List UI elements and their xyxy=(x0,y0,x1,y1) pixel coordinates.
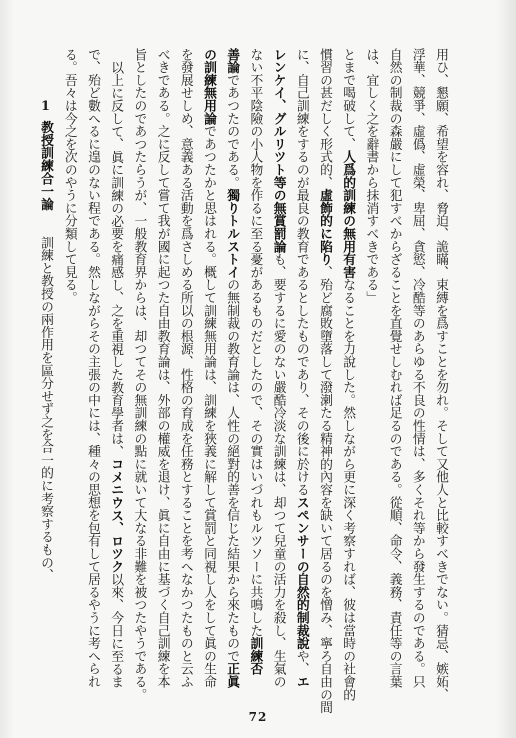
emphasized-text: レンケイ、グルリツト等の無賞罰論 xyxy=(270,48,286,253)
emphasized-text: スペンサーの自然的制裁說 xyxy=(293,496,309,650)
text-column xyxy=(107,61,123,688)
emphasized-text: の訓練無用論 xyxy=(201,48,216,125)
emphasized-text: 正眞 xyxy=(224,662,240,689)
text-column xyxy=(84,48,100,688)
text-segment: 用ひ、懇願、希望を容れ、脅迫、詭瞞、束縛を爲すことを勿れ。そして又他人と比較すべきでない。猜忌、嫉妬、 xyxy=(433,48,448,701)
text-segment: であつたかと思はれる。概して訓練無用論は、訓練を狹義に解して賞罰と同視し人をして眞の生命 xyxy=(201,124,216,689)
text-segment: 以來、今日に至るま xyxy=(108,572,124,689)
text-segment: を發展せしめ、意義ある活動を爲さしめる所以の根源、性格の育成を任務とすることを考へなかつたものと云ふ xyxy=(177,48,193,688)
text-segment: べきである。之に反して嘗て我が國に起つた自由教育論は、外部の權威を退け、眞に自由に基づく自己訓練を本 xyxy=(154,48,170,688)
text-segment: る。吾々は今之を次のやうに分類して見る。 xyxy=(61,48,77,304)
section-title: 教授訓練合一論 xyxy=(38,120,53,211)
text-column xyxy=(200,48,216,688)
section-description xyxy=(37,236,53,582)
section-number: 1 xyxy=(41,100,50,113)
text-segment: とまで喝破して、 xyxy=(340,48,356,151)
text-segment: の無制裁の教育論は、人性の絕對的善を信じた結果から來たもので xyxy=(224,278,240,663)
text-column xyxy=(177,48,193,688)
text-column xyxy=(61,48,77,304)
text-segment: 慣習の甚だしく形式的、 xyxy=(317,48,332,189)
text-column xyxy=(154,48,170,688)
text-segment: 旨としたのであつたらうが、一般教育界からは、却つてその無訓練の點に就いて大なる非難を被つたやうである。 xyxy=(131,48,147,701)
text-segment: であつたのである。 xyxy=(224,73,240,189)
section-heading xyxy=(37,100,53,210)
text-segment: 、殆ど腐敗墮落して潑溂たる精神的內容を缺いて居るのを憎み、寧ろ自由の間 xyxy=(317,265,332,714)
text-column xyxy=(270,48,286,688)
text-segment: に、自己訓練をするのが最良の教育であるとしたものであり、その後に於ける xyxy=(293,48,309,496)
emphasized-text: エ xyxy=(293,675,309,689)
emphasized-text: 訓練否 xyxy=(247,636,263,676)
text-segment: 以上に反して、眞に訓練の必要を痛感し、之を重視した教育學者は、 xyxy=(108,60,124,458)
text-segment: や、 xyxy=(293,649,309,676)
emphasized-text: コメニウス、ロツク xyxy=(108,457,124,573)
text-segment: なることを力說した。然しながら更に深く考察すれば、彼は當時の社會的 xyxy=(340,278,356,701)
text-column xyxy=(432,48,448,701)
text-column xyxy=(223,48,239,688)
text-segment: 浮華、競爭、虛僞、虛榮、卑屈、貪慾、冷酷等のあらゆる不良の性情は、多くそれ等から發生するのである。只 xyxy=(409,48,425,688)
text-column xyxy=(293,48,309,688)
section-description-text: 訓練と教授の兩作用を區分せず之を合一的に考察するもの、 xyxy=(38,236,53,582)
text-column xyxy=(316,48,332,714)
emphasized-text: 善論 xyxy=(224,48,240,74)
text-column xyxy=(246,48,262,675)
text-column xyxy=(130,48,146,701)
text-segment: は、宜しく之を辭書から抹消すべきである」 xyxy=(363,48,379,304)
text-segment: 自然の制裁の森嚴にして犯すべからざることを直覺せしむれば足るのである。從順、命令、義務、責任等の言葉 xyxy=(386,48,402,688)
text-column xyxy=(386,48,402,688)
text-segment: ない不平陰險の小人物を作るに至る憂があるものだとしたので、その實はいづれもルツソーに共鳴した xyxy=(247,48,263,637)
text-column xyxy=(339,48,355,701)
text-column xyxy=(362,48,378,304)
emphasized-text: 虛飾的に陷り xyxy=(317,188,332,266)
emphasized-text: 獨りトルストイ xyxy=(224,188,240,279)
page-number: 72 xyxy=(248,710,268,724)
text-segment: で、殆ど數へるに遑のない程である。然しながらその主張の中には、種々の思想を包有して居るやうに考へられ xyxy=(85,48,100,688)
emphasized-text: 人爲的訓練の無用有害 xyxy=(340,150,356,279)
text-segment: も、要するに愛のない嚴酷冷淡な訓練は、却つて兒童の活力を殺し、生氣の xyxy=(270,252,286,689)
text-column xyxy=(409,48,425,688)
